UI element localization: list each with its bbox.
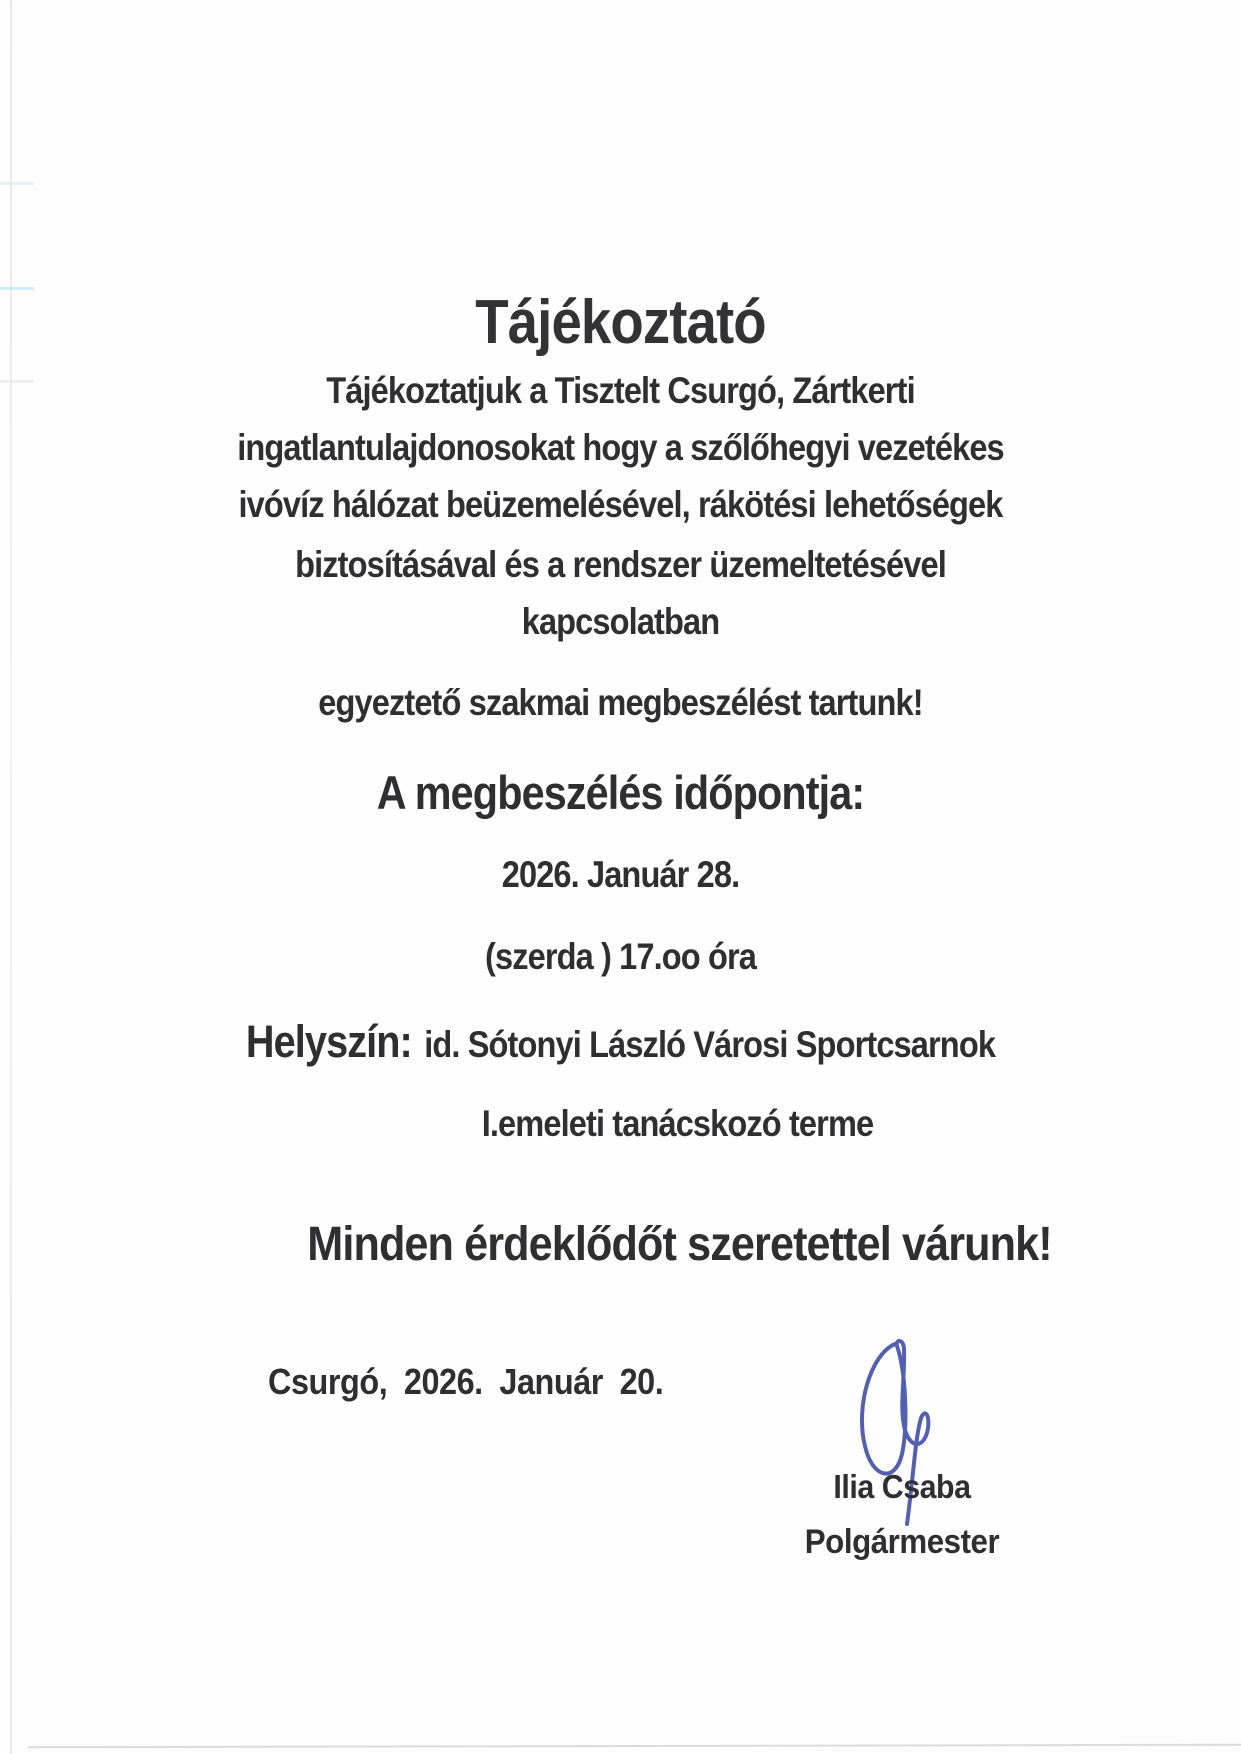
scan-bottom-edge-line (28, 1744, 1241, 1749)
body-line-5: kapcsolatban (521, 601, 720, 642)
location-value: id. Sótonyi László Városi Sportcsarnok (424, 1024, 996, 1065)
invite-line: egyeztető szakmai megbeszélést tartunk! (318, 682, 923, 723)
page-title: Tájékoztató (475, 287, 766, 357)
scan-streak (0, 182, 34, 185)
meeting-hour: (szerda ) 17.oo óra (485, 936, 756, 977)
signer-name: Ilia Csaba (833, 1468, 971, 1505)
closing-line: Minden érdeklődőt szeretettel várunk! (307, 1218, 1052, 1271)
body-line-4: biztosításával és a rendszer üzemeltetésével (295, 544, 946, 585)
scan-streak (0, 380, 34, 383)
body-line-1: Tájékoztatjuk a Tisztelt Csurgó, Zártkerti (326, 370, 915, 411)
location-room: I.emeleti tanácskozó terme (481, 1103, 874, 1144)
meeting-date: 2026. Január 28. (501, 854, 740, 895)
place-date-line: Csurgó, 2026. Január 20. (268, 1361, 664, 1402)
scan-left-edge-line (10, 0, 12, 1754)
location-line (74, 1018, 1166, 1065)
signer-title: Polgármester (804, 1523, 1000, 1561)
body-line-2: ingatlantulajdonosokat hogy a szőlőhegyi vezetékes (237, 427, 1004, 468)
location-label: Helyszín: (245, 1016, 412, 1067)
meeting-time-heading: A megbeszélés időpontja: (376, 766, 865, 819)
signer-block (727, 1468, 1077, 1562)
scan-streak (0, 287, 34, 290)
body-line-3: ivóvíz hálózat beüzemelésével, rákötési lehetőségek (238, 484, 1003, 525)
